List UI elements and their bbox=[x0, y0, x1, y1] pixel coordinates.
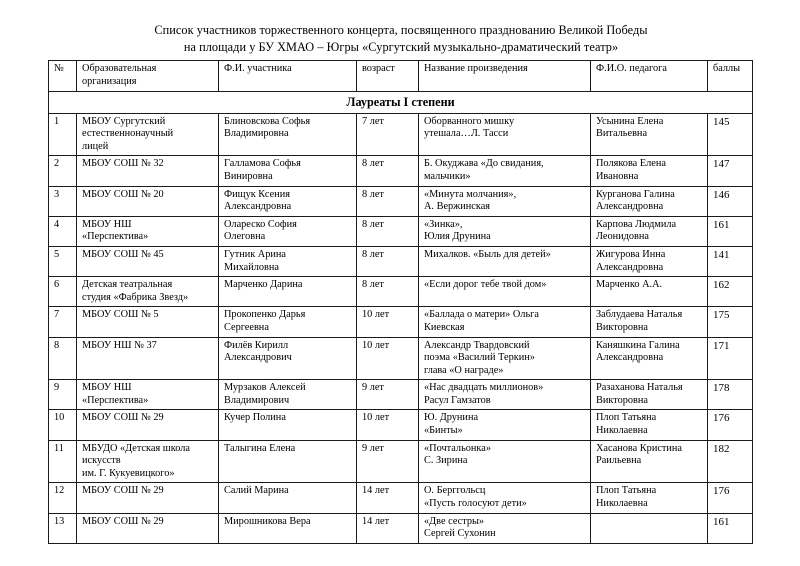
cell-teacher-line: Леонидовна bbox=[596, 231, 649, 243]
cell-work bbox=[419, 337, 591, 380]
cell-teacher-line: Александровна bbox=[596, 201, 664, 213]
cell-teacher-line: Плоп Татьяна bbox=[596, 485, 657, 497]
cell-number: 3 bbox=[49, 186, 77, 216]
cell-participant bbox=[219, 513, 357, 543]
cell-organization bbox=[77, 513, 219, 543]
cell-work-line: «Почтальонка» bbox=[424, 442, 491, 454]
cell-age: 8 лет bbox=[357, 186, 419, 216]
cell-participant bbox=[219, 246, 357, 276]
cell-teacher-line: Заблудаева Наталья bbox=[596, 309, 683, 321]
cell-score: 147 bbox=[708, 156, 753, 186]
column-header-age: возраст bbox=[357, 61, 419, 92]
cell-work bbox=[419, 380, 591, 410]
cell-organization-line: «Перспектива» bbox=[82, 231, 149, 243]
cell-teacher-line: Викторовна bbox=[596, 321, 648, 333]
column-header-score: баллы bbox=[708, 61, 753, 92]
cell-organization bbox=[77, 113, 219, 156]
cell-work-line: Александр Твардовский bbox=[424, 339, 530, 351]
table-row bbox=[49, 113, 753, 156]
table-row bbox=[49, 307, 753, 337]
cell-number: 5 bbox=[49, 246, 77, 276]
cell-participant-line: Кучер Полина bbox=[224, 412, 286, 424]
cell-organization bbox=[77, 186, 219, 216]
cell-score: 182 bbox=[708, 440, 753, 483]
table-row bbox=[49, 246, 753, 276]
cell-work-line: глава «О награде» bbox=[424, 364, 504, 376]
cell-participant-line: Салий Марина bbox=[224, 485, 289, 497]
cell-work-line: «Пусть голосуют дети» bbox=[424, 498, 527, 510]
participants-table bbox=[48, 60, 753, 544]
cell-score: 161 bbox=[708, 513, 753, 543]
cell-teacher bbox=[591, 216, 708, 246]
table-row bbox=[49, 156, 753, 186]
cell-age: 8 лет bbox=[357, 277, 419, 307]
cell-work bbox=[419, 156, 591, 186]
cell-number: 6 bbox=[49, 277, 77, 307]
table-row bbox=[49, 483, 753, 513]
cell-organization-line: МБОУ СОШ № 29 bbox=[82, 412, 164, 424]
table-row bbox=[49, 513, 753, 543]
cell-score: 176 bbox=[708, 483, 753, 513]
cell-participant-line: Блиновскова Софья bbox=[224, 115, 311, 127]
cell-work-line: Ю. Друнина bbox=[424, 412, 479, 424]
cell-teacher-line: Николаевна bbox=[596, 425, 648, 437]
section-title: Лауреаты I степени bbox=[49, 91, 753, 113]
cell-organization bbox=[77, 216, 219, 246]
cell-participant bbox=[219, 156, 357, 186]
cell-work-line: Расул Гамзатов bbox=[424, 394, 491, 406]
cell-participant-line: Михайловна bbox=[224, 261, 279, 273]
cell-number: 12 bbox=[49, 483, 77, 513]
cell-participant-line: Мирошникова Вера bbox=[224, 515, 311, 527]
table-row bbox=[49, 380, 753, 410]
cell-organization-line: студия «Фабрика Звезд» bbox=[82, 291, 189, 303]
cell-teacher-line: Викторовна bbox=[596, 394, 648, 406]
cell-organization-line: искусств bbox=[82, 455, 121, 467]
table-body bbox=[49, 91, 753, 543]
cell-work bbox=[419, 186, 591, 216]
cell-teacher-line: Раильевна bbox=[596, 455, 642, 467]
cell-work bbox=[419, 277, 591, 307]
cell-age: 8 лет bbox=[357, 156, 419, 186]
cell-organization-line: МБОУ НШ bbox=[82, 382, 132, 394]
cell-teacher bbox=[591, 307, 708, 337]
cell-work bbox=[419, 410, 591, 440]
cell-participant-line: Прокопенко Дарья bbox=[224, 309, 306, 321]
cell-organization-line: естественнонаучный bbox=[82, 128, 174, 140]
cell-age: 10 лет bbox=[357, 307, 419, 337]
cell-participant-line: Владимирович bbox=[224, 394, 290, 406]
page-title bbox=[48, 22, 754, 55]
cell-work bbox=[419, 307, 591, 337]
cell-score: 145 bbox=[708, 113, 753, 156]
cell-number: 1 bbox=[49, 113, 77, 156]
cell-work bbox=[419, 113, 591, 156]
cell-participant-line: Марченко Дарина bbox=[224, 279, 303, 291]
table-row bbox=[49, 337, 753, 380]
page-title-line-2: на площади у БУ ХМАО – Югры «Сургутский музыкально-драматический театр» bbox=[183, 39, 619, 54]
cell-participant bbox=[219, 113, 357, 156]
cell-work bbox=[419, 440, 591, 483]
cell-score: 178 bbox=[708, 380, 753, 410]
cell-score: 171 bbox=[708, 337, 753, 380]
cell-organization bbox=[77, 483, 219, 513]
cell-number: 11 bbox=[49, 440, 77, 483]
cell-organization-line: МБОУ СОШ № 20 bbox=[82, 188, 164, 200]
cell-participant bbox=[219, 440, 357, 483]
cell-age: 8 лет bbox=[357, 246, 419, 276]
cell-teacher-line: Усынина Елена bbox=[596, 115, 664, 127]
cell-work-line: Киевская bbox=[424, 321, 465, 333]
cell-work-line: «Баллада о матери» Ольга bbox=[424, 309, 539, 321]
cell-work-line: «Минута молчания», bbox=[424, 188, 517, 200]
cell-work-line: «Бинты» bbox=[424, 425, 463, 437]
cell-age: 10 лет bbox=[357, 410, 419, 440]
cell-work bbox=[419, 216, 591, 246]
cell-participant bbox=[219, 307, 357, 337]
cell-organization-line: МБОУ Сургутский bbox=[82, 115, 166, 127]
cell-organization-line: МБОУ СОШ № 29 bbox=[82, 515, 164, 527]
cell-teacher bbox=[591, 156, 708, 186]
cell-organization bbox=[77, 440, 219, 483]
cell-age: 9 лет bbox=[357, 440, 419, 483]
cell-teacher-line: Хасанова Кристина bbox=[596, 442, 682, 454]
cell-organization-line: МБОУ НШ bbox=[82, 218, 132, 230]
cell-age: 14 лет bbox=[357, 483, 419, 513]
cell-participant-line: Галламова Софья bbox=[224, 158, 301, 170]
cell-participant-line: Талыгина Елена bbox=[224, 442, 296, 454]
cell-organization-line: МБОУ СОШ № 32 bbox=[82, 158, 164, 170]
cell-teacher bbox=[591, 186, 708, 216]
cell-teacher-line: Плоп Татьяна bbox=[596, 412, 657, 424]
cell-teacher bbox=[591, 113, 708, 156]
cell-work-line: «Если дорог тебе твой дом» bbox=[424, 279, 547, 291]
cell-teacher bbox=[591, 380, 708, 410]
cell-organization-line: МБОУ СОШ № 45 bbox=[82, 248, 164, 260]
cell-work-line: А. Вержинская bbox=[424, 201, 491, 213]
table-row bbox=[49, 186, 753, 216]
cell-work-line: «Две сестры» bbox=[424, 515, 485, 527]
cell-participant bbox=[219, 483, 357, 513]
cell-age: 7 лет bbox=[357, 113, 419, 156]
cell-score: 161 bbox=[708, 216, 753, 246]
cell-participant-line: Олеговна bbox=[224, 231, 266, 243]
cell-organization bbox=[77, 277, 219, 307]
cell-work-line: Юлия Друнина bbox=[424, 231, 491, 243]
cell-age: 8 лет bbox=[357, 216, 419, 246]
column-header-organization-line-1: Образовательная bbox=[82, 63, 157, 74]
cell-participant-line: Винировна bbox=[224, 170, 273, 182]
cell-teacher bbox=[591, 246, 708, 276]
cell-organization-line: лицей bbox=[82, 140, 109, 152]
cell-organization bbox=[77, 380, 219, 410]
cell-work-line: мальчики» bbox=[424, 170, 471, 182]
cell-score: 146 bbox=[708, 186, 753, 216]
cell-number: 10 bbox=[49, 410, 77, 440]
cell-number: 7 bbox=[49, 307, 77, 337]
cell-teacher bbox=[591, 440, 708, 483]
cell-work-line: Сергей Сухонин bbox=[424, 528, 496, 540]
cell-organization-line: МБУДО «Детская школа bbox=[82, 442, 190, 454]
cell-work bbox=[419, 513, 591, 543]
cell-participant bbox=[219, 410, 357, 440]
cell-teacher bbox=[591, 513, 708, 543]
cell-participant-line: Олареско София bbox=[224, 218, 297, 230]
cell-teacher-line: Полякова Елена bbox=[596, 158, 666, 170]
cell-teacher-line: Карпова Людмила bbox=[596, 218, 677, 230]
cell-organization-line: «Перспектива» bbox=[82, 394, 149, 406]
cell-organization-line: Детская театральная bbox=[82, 279, 173, 291]
cell-number: 9 bbox=[49, 380, 77, 410]
cell-participant-line: Александрович bbox=[224, 352, 292, 364]
table-header-row bbox=[49, 61, 753, 92]
cell-teacher-line: Разаханова Наталья bbox=[596, 382, 683, 394]
cell-work-line: С. Зирина bbox=[424, 455, 468, 467]
cell-age: 10 лет bbox=[357, 337, 419, 380]
column-header-work: Название произведения bbox=[419, 61, 591, 92]
cell-work-line: Михалков. «Быль для детей» bbox=[424, 248, 551, 260]
cell-teacher bbox=[591, 337, 708, 380]
table-header bbox=[49, 61, 753, 92]
section-header-row bbox=[49, 91, 753, 113]
page-title-line-1: Список участников торжественного концерта, посвященного празднованию Великой Победы bbox=[154, 23, 648, 37]
cell-participant bbox=[219, 216, 357, 246]
cell-score: 176 bbox=[708, 410, 753, 440]
cell-participant-line: Мурзаков Алексей bbox=[224, 382, 306, 394]
cell-work-line: Оборванного мишку bbox=[424, 115, 515, 127]
cell-score: 175 bbox=[708, 307, 753, 337]
cell-teacher-line: Марченко А.А. bbox=[596, 279, 663, 291]
cell-teacher-line: Жигурова Инна bbox=[596, 248, 666, 260]
table-row bbox=[49, 440, 753, 483]
cell-organization-line: им. Г. Кукуевицкого» bbox=[82, 467, 175, 479]
cell-organization bbox=[77, 337, 219, 380]
cell-participant-line: Фищук Ксения bbox=[224, 188, 290, 200]
cell-work bbox=[419, 483, 591, 513]
cell-participant-line: Гутник Арина bbox=[224, 248, 286, 260]
cell-work bbox=[419, 246, 591, 276]
cell-teacher bbox=[591, 277, 708, 307]
table-row bbox=[49, 277, 753, 307]
table-row bbox=[49, 216, 753, 246]
cell-participant bbox=[219, 277, 357, 307]
cell-organization bbox=[77, 307, 219, 337]
cell-participant-line: Сергеевна bbox=[224, 321, 269, 333]
cell-work-line: Б. Окуджава «До свидания, bbox=[424, 158, 544, 170]
cell-teacher bbox=[591, 410, 708, 440]
cell-score: 162 bbox=[708, 277, 753, 307]
cell-age: 14 лет bbox=[357, 513, 419, 543]
cell-teacher-line: Витальевна bbox=[596, 128, 648, 140]
cell-work-line: О. Берггольсц bbox=[424, 485, 486, 497]
cell-organization-line: МБОУ НШ № 37 bbox=[82, 339, 157, 351]
cell-organization bbox=[77, 246, 219, 276]
column-header-organization-line-2: организация bbox=[82, 75, 137, 87]
cell-participant bbox=[219, 337, 357, 380]
cell-score: 141 bbox=[708, 246, 753, 276]
column-header-participant: Ф.И. участника bbox=[219, 61, 357, 92]
cell-participant-line: Владимировна bbox=[224, 128, 289, 140]
cell-number: 2 bbox=[49, 156, 77, 186]
cell-teacher-line: Каняшкина Галина bbox=[596, 339, 680, 351]
cell-organization-line: МБОУ СОШ № 29 bbox=[82, 485, 164, 497]
cell-number: 4 bbox=[49, 216, 77, 246]
cell-work-line: «Нас двадцать миллионов» bbox=[424, 382, 544, 394]
cell-work-line: поэма «Василий Теркин» bbox=[424, 352, 535, 364]
cell-teacher-line: Ивановна bbox=[596, 170, 639, 182]
cell-organization-line: МБОУ СОШ № 5 bbox=[82, 309, 159, 321]
column-header-organization bbox=[77, 61, 219, 92]
column-header-number: № bbox=[49, 61, 77, 92]
cell-work-line: утешала…Л. Тасси bbox=[424, 128, 509, 140]
cell-participant-line: Александровна bbox=[224, 201, 292, 213]
cell-number: 13 bbox=[49, 513, 77, 543]
cell-teacher-line: Александровна bbox=[596, 352, 664, 364]
cell-teacher-line: Курганова Галина bbox=[596, 188, 675, 200]
cell-work-line: «Зинка», bbox=[424, 218, 463, 230]
cell-organization bbox=[77, 156, 219, 186]
cell-age: 9 лет bbox=[357, 380, 419, 410]
cell-participant bbox=[219, 380, 357, 410]
cell-teacher-line: Александровна bbox=[596, 261, 664, 273]
cell-participant bbox=[219, 186, 357, 216]
cell-teacher-line: Николаевна bbox=[596, 498, 648, 510]
column-header-teacher: Ф.И.О. педагога bbox=[591, 61, 708, 92]
cell-number: 8 bbox=[49, 337, 77, 380]
table-row bbox=[49, 410, 753, 440]
cell-participant-line: Филёв Кирилл bbox=[224, 339, 289, 351]
cell-teacher bbox=[591, 483, 708, 513]
cell-organization bbox=[77, 410, 219, 440]
